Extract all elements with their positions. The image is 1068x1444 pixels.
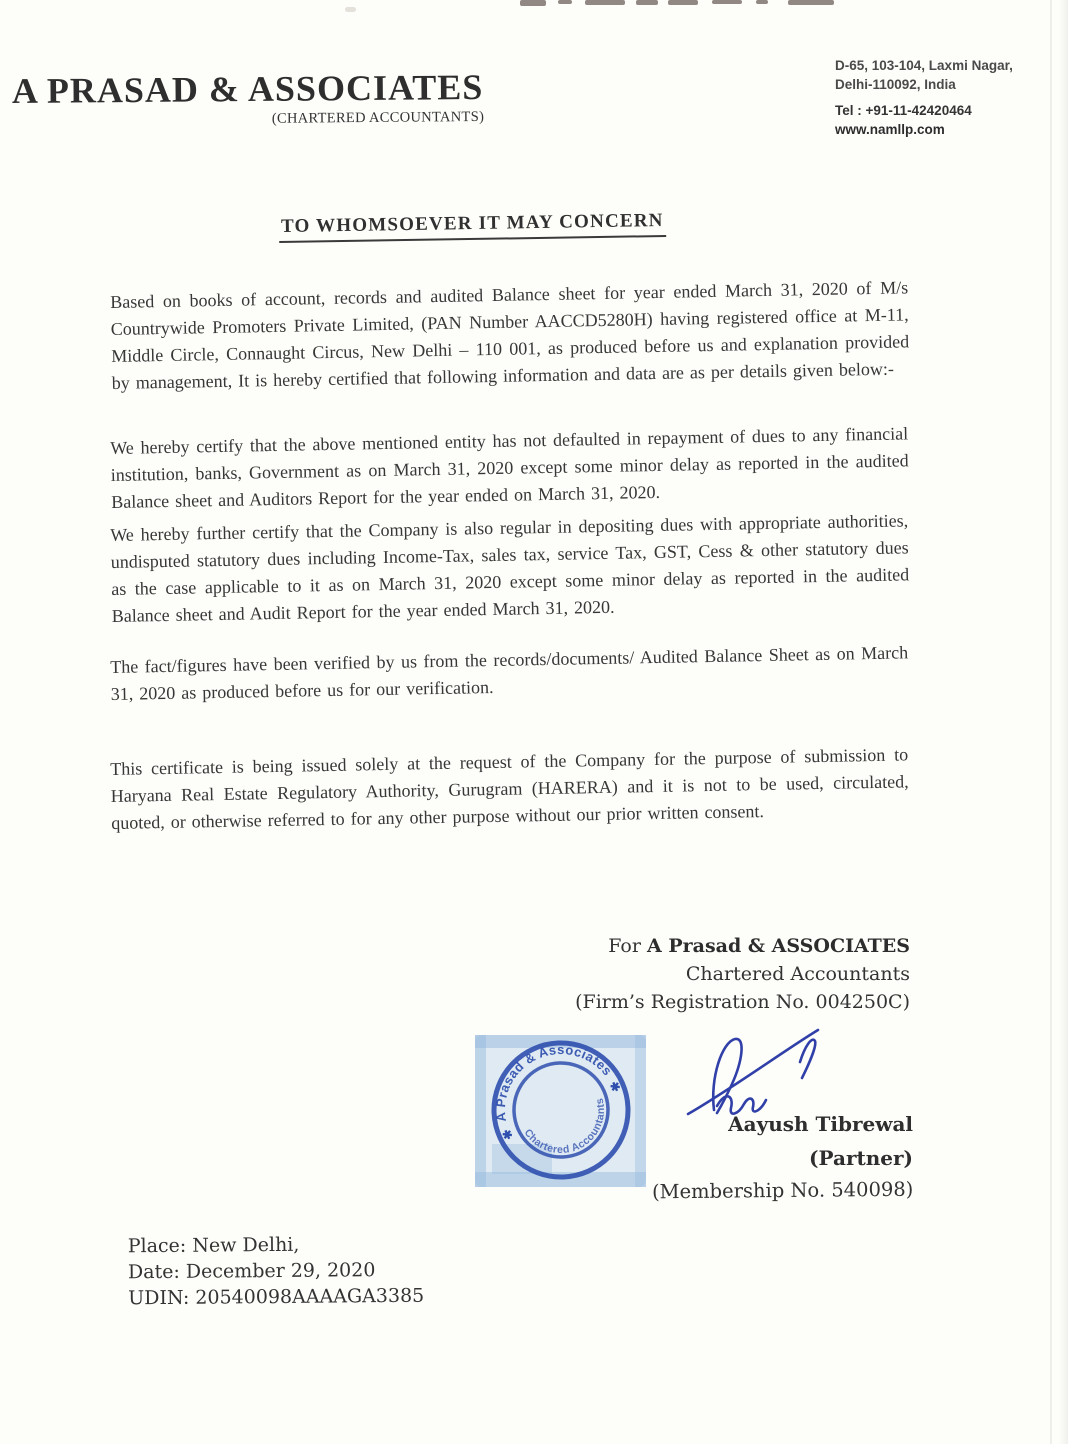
scan-artifact xyxy=(585,0,625,5)
signoff-for-line xyxy=(575,932,910,960)
scan-artifact xyxy=(520,0,546,6)
firm-subtitle: (CHARTERED ACCOUNTANTS) xyxy=(271,108,485,127)
address-line2: Delhi-110092, India xyxy=(835,76,956,92)
paragraph-intro: Based on books of account, records and audited Balance sheet for year ended March 31, 2020 of M/s Countrywide Promoters Private Limited, (PAN Number AACCD5280H) having registered office at M-11, Middle Circle, Connaught Circus, New Delhi – 110 001, as produced before us and explanation provided by management, It is hereby certified that following information and data are as per details given below:- xyxy=(110,277,910,393)
seal-bottom-text: Chartered Accountants xyxy=(521,1096,608,1157)
firm-registration-number: (Firm’s Registration No. 004250C) xyxy=(575,991,910,1013)
letterhead xyxy=(12,66,485,130)
seal-top-text: A Prasad & Associates xyxy=(492,1041,616,1123)
signoff-firm-name: A Prasad & ASSOCIATES xyxy=(646,935,910,957)
letterhead-address xyxy=(835,57,1013,139)
scan-edge-shade xyxy=(1059,0,1068,1444)
seal-star-left: ✱ xyxy=(500,1126,515,1144)
signoff-designation: Chartered Accountants xyxy=(685,963,910,985)
signoff-block xyxy=(575,932,910,1016)
title-row xyxy=(0,209,944,240)
scan-artifact xyxy=(636,0,658,5)
firm-name: A PRASAD & ASSOCIATES xyxy=(11,66,484,112)
scan-artifact xyxy=(712,0,742,4)
paragraph-purpose-restriction: This certificate is being issued solely at the request of the Company for the purpose of submission to Haryana Real Estate Regulatory Authority, Gurugram (HARERA) and it is not to be used, circulated, quoted, or otherwise referred to for any other purpose without our prior written consent. xyxy=(110,744,909,833)
address-line1: D-65, 103-104, Laxmi Nagar, xyxy=(835,58,1013,73)
scan-artifact xyxy=(558,0,572,4)
paragraph-verification: The fact/figures have been verified by us from the records/documents/ Audited Balance Sheet as on March 31, 2020 as produced before us for our verification. xyxy=(110,642,909,704)
scan-artifact xyxy=(788,0,834,5)
scan-artifact xyxy=(756,0,768,4)
seal-star-right: ✱ xyxy=(607,1078,623,1096)
signatory-role: (Partner) xyxy=(809,1146,913,1170)
udin-line: UDIN: 20540098AAAAGA3385 xyxy=(128,1284,425,1310)
document-title: TO WHOMSOEVER IT MAY CONCERN xyxy=(278,210,665,243)
partner-signature xyxy=(680,1026,840,1121)
paragraph-statutory-dues-certification: We hereby further certify that the Company is also regular in depositing dues with appropriate authorities, undisputed statutory dues including Income-Tax, sales tax, service Tax, GST, Cess & other statutory dues as the case applicable to it as on March 31, 2020 except some minor delay as reported in the audited Balance sheet and Audit Report for the year ended March 31, 2020. xyxy=(110,510,910,626)
phone-number: Tel : +91-11-42420464 xyxy=(835,103,972,118)
date-line: Date: December 29, 2020 xyxy=(127,1259,376,1284)
scan-artifact xyxy=(668,0,698,5)
scan-edge-line xyxy=(1050,0,1052,1444)
for-label: For xyxy=(608,935,647,957)
scan-artifact xyxy=(345,7,356,12)
membership-number: (Membership No. 540098) xyxy=(651,1177,914,1204)
firm-seal-stamp xyxy=(472,1034,650,1190)
paragraph-no-default-certification: We hereby certify that the above mentioned entity has not defaulted in repayment of dues to any financial institution, banks, Government as on March 31, 2020 except some minor delay as reported in the audited Balance sheet and Auditors Report for the year ended on March 31, 2020. xyxy=(110,423,909,512)
footer-block xyxy=(128,1231,425,1312)
signatory-name: Aayush Tibrewal xyxy=(728,1112,913,1136)
website-url: www.namllp.com xyxy=(835,121,945,137)
signatory-block xyxy=(652,1112,913,1202)
place-line: Place: New Delhi, xyxy=(127,1233,300,1258)
